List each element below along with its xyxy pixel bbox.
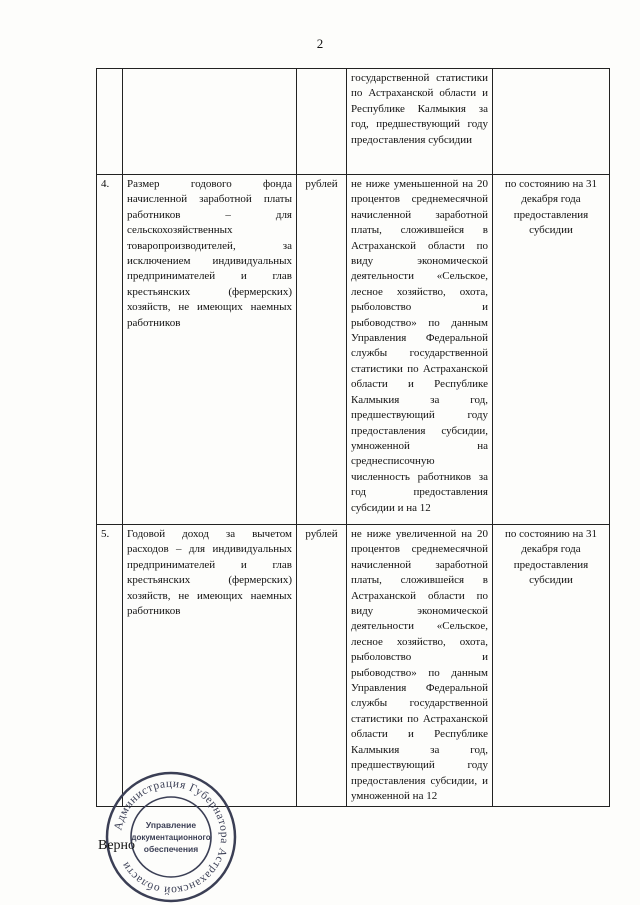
value-cell: государственной статистики по Астраханской области и Республике Калмыкия за год, предшествующий году предоставления субсидии [347, 69, 493, 175]
official-seal [104, 770, 238, 904]
value-cell: не ниже уменьшенной на 20 процентов среднемесячной начисленной заработной платы, сложившейся в Астраханской области по виду экономической деятельности «Сельское, лесное хозяйство, охота, рыболовство и рыбоводство» по данным Управления Федеральной службы государственной статистики по Астраханской области и Республике Калмыкия за год, предшествующий году предоставления субсидии, умноженной на среднесписочную численность работников за год предоставления субсидии и на 12 [347, 175, 493, 525]
unit-cell [297, 69, 347, 175]
criteria-table [96, 68, 610, 807]
row-number: 5. [97, 525, 123, 807]
seal-line-1: Управление [145, 820, 197, 830]
seal-line-3: обеспечения [143, 844, 199, 854]
verno-mark: Верно [98, 838, 136, 853]
table-row [97, 175, 610, 525]
page-number: 2 [316, 36, 324, 51]
indicator-name: Размер годового фонда начисленной заработной платы работников – для сельскохозяйственных товаропроизводителей, за исключением индивидуальных предпринимателей и глав крестьянских (фермерских) хозяйств, не имеющих наемных работников [123, 175, 297, 525]
indicator-name: Годовой доход за вычетом расходов – для индивидуальных предпринимателей и глав крестьянских (фермерских) хозяйств, не имеющих наемных работников [123, 525, 297, 807]
seal-ring-text: Администрация Губернатора Астраханской области [112, 777, 231, 897]
row-number: 4. [97, 175, 123, 525]
unit-cell: рублей [297, 175, 347, 525]
unit-cell: рублей [297, 525, 347, 807]
date-cell [493, 69, 610, 175]
seal-line-2: документационного [131, 833, 211, 842]
table-row [97, 525, 610, 807]
date-cell: по состоянию на 31 декабря года предоставления субсидии [493, 175, 610, 525]
table-row [97, 69, 610, 175]
date-cell: по состоянию на 31 декабря года предоставления субсидии [493, 525, 610, 807]
indicator-name [123, 69, 297, 175]
row-number [97, 69, 123, 175]
value-cell: не ниже увеличенной на 20 процентов среднемесячной начисленной заработной платы, сложившейся в Астраханской области по виду экономической деятельности «Сельское, лесное хозяйство, охота, рыболовство и рыбоводство» по данным Управления Федеральной службы государственной статистики по Астраханской области и Республике Калмыкия за год, предшествующий году предоставления субсидии, и умноженной на 12 [347, 525, 493, 807]
